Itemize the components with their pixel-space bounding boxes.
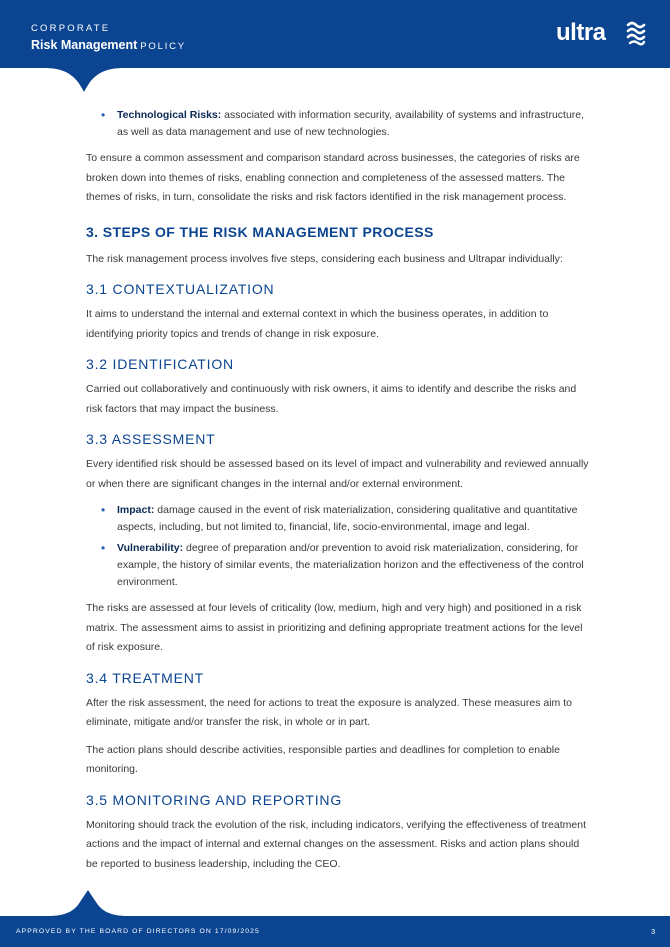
logo-wordmark: ultra bbox=[556, 19, 606, 46]
subsection-title-3-1: 3.1 CONTEXTUALIZATION bbox=[86, 281, 275, 297]
bullet-label: Technological Risks: bbox=[117, 109, 222, 121]
subsection-title-3-4: 3.4 TREATMENT bbox=[86, 669, 205, 686]
logo-drop-icon bbox=[626, 19, 646, 47]
page-content bbox=[86, 107, 591, 882]
page-number: 3 bbox=[651, 927, 656, 936]
header-title-policy: POLICY bbox=[140, 41, 186, 52]
subsection-title-3-3: 3.3 ASSESSMENT bbox=[86, 431, 216, 447]
bullet-label: Vulnerability: bbox=[117, 542, 184, 554]
list-item bbox=[86, 107, 591, 141]
paragraph: Carried out collaboratively and continuously with risk owners, it aims to identify and describe the risks and risk factors that may impact the business. bbox=[86, 383, 577, 415]
bullet-label: Impact: bbox=[117, 504, 155, 516]
list-item bbox=[86, 540, 591, 591]
page-footer bbox=[0, 916, 670, 947]
bullet-text: damage caused in the event of risk materialization, considering qualitative and quantitative aspects, including, but not limited to, financial, life, socio-environmental, image and legal. bbox=[117, 504, 578, 533]
bullet-text: associated with information security, availability of systems and infrastructure, as well as data management and use of new technologies. bbox=[117, 109, 585, 138]
header-notch bbox=[44, 66, 124, 94]
paragraph: It aims to understand the internal and external context in which the business operates, in addition to identifying priority topics and trends of change in risk exposure. bbox=[86, 308, 549, 340]
header-title bbox=[31, 36, 186, 54]
page-header bbox=[0, 0, 670, 68]
header-label: CORPORATE bbox=[31, 23, 111, 34]
paragraph: To ensure a common assessment and comparison standard across businesses, the categories of risks are broken down into themes of risks, enabling connection and completeness of the assessed matters. The themes of risks, in turn, consolidate the risks and risk factors identified in the risk management process. bbox=[86, 152, 580, 203]
paragraph: Every identified risk should be assessed based on its level of impact and vulnerability and reviewed annually or when there are significant changes in the internal and/or external environment. bbox=[86, 458, 589, 490]
list-item bbox=[86, 502, 591, 536]
header-title-bold: Risk Management bbox=[31, 38, 138, 52]
paragraph: The action plans should describe activities, responsible parties and deadlines for completion to enable monitoring. bbox=[86, 743, 560, 775]
subsection-title-3-5: 3.5 MONITORING AND REPORTING bbox=[86, 791, 343, 808]
footer-notch bbox=[48, 888, 128, 918]
subsection-title-3-2: 3.2 IDENTIFICATION bbox=[86, 356, 234, 372]
tech-risk-list bbox=[86, 107, 591, 141]
assessment-criteria-list bbox=[86, 502, 591, 591]
paragraph: Monitoring should track the evolution of the risk, including indicators, verifying the effectiveness of treatment actions and the impact of internal and external changes on the assessment. Risks and action plans should be reported to business leadership, including the CEO. bbox=[86, 818, 586, 870]
paragraph: After the risk assessment, the need for actions to treat the exposure is analyzed. These measures aim to eliminate, mitigate and/or transfer the risk, in whole or in part. bbox=[86, 696, 572, 728]
approval-note: APPROVED BY THE BOARD OF DIRECTORS ON 17/09/2025 bbox=[16, 928, 260, 935]
bullet-text: degree of preparation and/or prevention to avoid risk materialization, considering, for example, the history of similar events, the materialization horizon and the effectiveness of the control environment. bbox=[117, 542, 584, 588]
paragraph: The risks are assessed at four levels of criticality (low, medium, high and very high) and positioned in a risk matrix. The assessment aims to assist in prioritizing and defining appropriate treatment actions for the level of risk exposure. bbox=[86, 602, 583, 653]
paragraph: The risk management process involves five steps, considering each business and Ultrapar individually: bbox=[86, 252, 563, 265]
section-title-3: 3. STEPS OF THE RISK MANAGEMENT PROCESS bbox=[86, 223, 434, 240]
